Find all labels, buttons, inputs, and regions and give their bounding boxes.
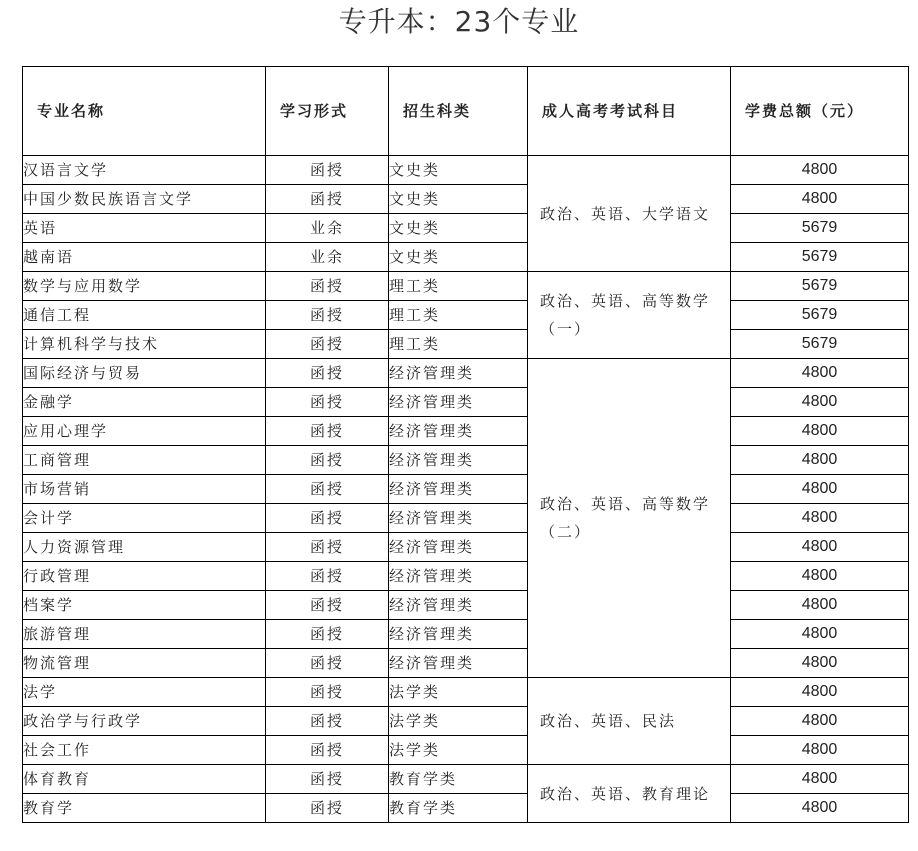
category-cell: 经济管理类 [389, 388, 528, 417]
study-form-cell: 函授 [266, 649, 389, 678]
major-name-cell: 应用心理学 [23, 417, 266, 446]
table-row [23, 794, 909, 823]
exam-subjects-cell: 政治、英语、高等数学（一） [528, 272, 731, 359]
major-name-cell: 行政管理 [23, 562, 266, 591]
study-form-cell: 函授 [266, 707, 389, 736]
category-cell: 经济管理类 [389, 475, 528, 504]
study-form-cell: 函授 [266, 620, 389, 649]
major-name-cell: 教育学 [23, 794, 266, 823]
tuition-fee-cell: 4800 [731, 620, 909, 649]
table-row [23, 388, 909, 417]
category-cell: 经济管理类 [389, 504, 528, 533]
major-name-cell: 旅游管理 [23, 620, 266, 649]
tuition-fee-cell: 4800 [731, 707, 909, 736]
category-cell: 经济管理类 [389, 417, 528, 446]
tuition-fee-cell: 4800 [731, 591, 909, 620]
study-form-cell: 函授 [266, 359, 389, 388]
tuition-fee-cell: 4800 [731, 504, 909, 533]
major-name-cell: 社会工作 [23, 736, 266, 765]
table-row [23, 243, 909, 272]
exam-subjects-cell: 政治、英语、高等数学（二） [528, 359, 731, 678]
table-row [23, 446, 909, 475]
category-cell: 经济管理类 [389, 649, 528, 678]
tuition-fee-cell: 4800 [731, 736, 909, 765]
major-name-cell: 英语 [23, 214, 266, 243]
tuition-fee-cell: 4800 [731, 156, 909, 185]
header-major: 专业名称 [23, 67, 266, 156]
table-header-row [23, 67, 909, 156]
study-form-cell: 函授 [266, 504, 389, 533]
major-name-cell: 政治学与行政学 [23, 707, 266, 736]
category-cell: 理工类 [389, 330, 528, 359]
study-form-cell: 函授 [266, 765, 389, 794]
table-row [23, 736, 909, 765]
table-row [23, 359, 909, 388]
major-name-cell: 通信工程 [23, 301, 266, 330]
major-name-cell: 汉语言文学 [23, 156, 266, 185]
study-form-cell: 函授 [266, 475, 389, 504]
category-cell: 理工类 [389, 272, 528, 301]
tuition-fee-cell: 4800 [731, 649, 909, 678]
study-form-cell: 业余 [266, 243, 389, 272]
table-row [23, 533, 909, 562]
tuition-fee-cell: 4800 [731, 794, 909, 823]
tuition-fee-cell: 4800 [731, 446, 909, 475]
tuition-fee-cell: 4800 [731, 185, 909, 214]
category-cell: 经济管理类 [389, 446, 528, 475]
category-cell: 经济管理类 [389, 359, 528, 388]
table-row [23, 678, 909, 707]
major-name-cell: 中国少数民族语言文学 [23, 185, 266, 214]
table-row [23, 620, 909, 649]
header-category: 招生科类 [389, 67, 528, 156]
study-form-cell: 函授 [266, 446, 389, 475]
tuition-fee-cell: 4800 [731, 678, 909, 707]
category-cell: 理工类 [389, 301, 528, 330]
table-row [23, 214, 909, 243]
study-form-cell: 函授 [266, 185, 389, 214]
category-cell: 法学类 [389, 707, 528, 736]
major-name-cell: 越南语 [23, 243, 266, 272]
major-name-cell: 档案学 [23, 591, 266, 620]
category-cell: 经济管理类 [389, 591, 528, 620]
category-cell: 文史类 [389, 185, 528, 214]
major-name-cell: 人力资源管理 [23, 533, 266, 562]
tuition-fee-cell: 5679 [731, 243, 909, 272]
exam-subjects-cell: 政治、英语、教育理论 [528, 765, 731, 823]
study-form-cell: 函授 [266, 301, 389, 330]
major-name-cell: 物流管理 [23, 649, 266, 678]
table-row [23, 417, 909, 446]
tuition-fee-cell: 5679 [731, 301, 909, 330]
study-form-cell: 函授 [266, 736, 389, 765]
study-form-cell: 函授 [266, 678, 389, 707]
study-form-cell: 函授 [266, 533, 389, 562]
table-row [23, 649, 909, 678]
major-name-cell: 市场营销 [23, 475, 266, 504]
study-form-cell: 函授 [266, 562, 389, 591]
major-name-cell: 法学 [23, 678, 266, 707]
tuition-fee-cell: 5679 [731, 272, 909, 301]
major-name-cell: 国际经济与贸易 [23, 359, 266, 388]
tuition-fee-cell: 5679 [731, 330, 909, 359]
study-form-cell: 函授 [266, 591, 389, 620]
study-form-cell: 函授 [266, 417, 389, 446]
category-cell: 教育学类 [389, 794, 528, 823]
category-cell: 经济管理类 [389, 562, 528, 591]
table-row [23, 301, 909, 330]
category-cell: 经济管理类 [389, 620, 528, 649]
table-row [23, 504, 909, 533]
major-name-cell: 计算机科学与技术 [23, 330, 266, 359]
exam-subjects-cell: 政治、英语、大学语文 [528, 156, 731, 272]
table-row [23, 272, 909, 301]
majors-table [22, 66, 909, 823]
exam-subjects-cell: 政治、英语、民法 [528, 678, 731, 765]
major-name-cell: 数学与应用数学 [23, 272, 266, 301]
major-name-cell: 金融学 [23, 388, 266, 417]
study-form-cell: 函授 [266, 330, 389, 359]
category-cell: 经济管理类 [389, 533, 528, 562]
table-row [23, 562, 909, 591]
study-form-cell: 业余 [266, 214, 389, 243]
category-cell: 文史类 [389, 214, 528, 243]
category-cell: 文史类 [389, 243, 528, 272]
study-form-cell: 函授 [266, 388, 389, 417]
table-row [23, 185, 909, 214]
tuition-fee-cell: 5679 [731, 214, 909, 243]
category-cell: 文史类 [389, 156, 528, 185]
major-name-cell: 工商管理 [23, 446, 266, 475]
study-form-cell: 函授 [266, 156, 389, 185]
tuition-fee-cell: 4800 [731, 417, 909, 446]
header-subjects: 成人高考考试科目 [528, 67, 731, 156]
table-row [23, 765, 909, 794]
study-form-cell: 函授 [266, 272, 389, 301]
major-name-cell: 会计学 [23, 504, 266, 533]
header-fee: 学费总额（元） [731, 67, 909, 156]
study-form-cell: 函授 [266, 794, 389, 823]
tuition-fee-cell: 4800 [731, 533, 909, 562]
tuition-fee-cell: 4800 [731, 388, 909, 417]
tuition-fee-cell: 4800 [731, 765, 909, 794]
table-row [23, 156, 909, 185]
tuition-fee-cell: 4800 [731, 475, 909, 504]
category-cell: 教育学类 [389, 765, 528, 794]
table-row [23, 330, 909, 359]
table-body [23, 156, 909, 823]
header-form: 学习形式 [266, 67, 389, 156]
category-cell: 法学类 [389, 678, 528, 707]
page-title: 专升本：23个专业 [338, 5, 580, 38]
category-cell: 法学类 [389, 736, 528, 765]
table-row [23, 707, 909, 736]
table-row [23, 591, 909, 620]
major-name-cell: 体育教育 [23, 765, 266, 794]
tuition-fee-cell: 4800 [731, 359, 909, 388]
tuition-fee-cell: 4800 [731, 562, 909, 591]
table-row [23, 475, 909, 504]
